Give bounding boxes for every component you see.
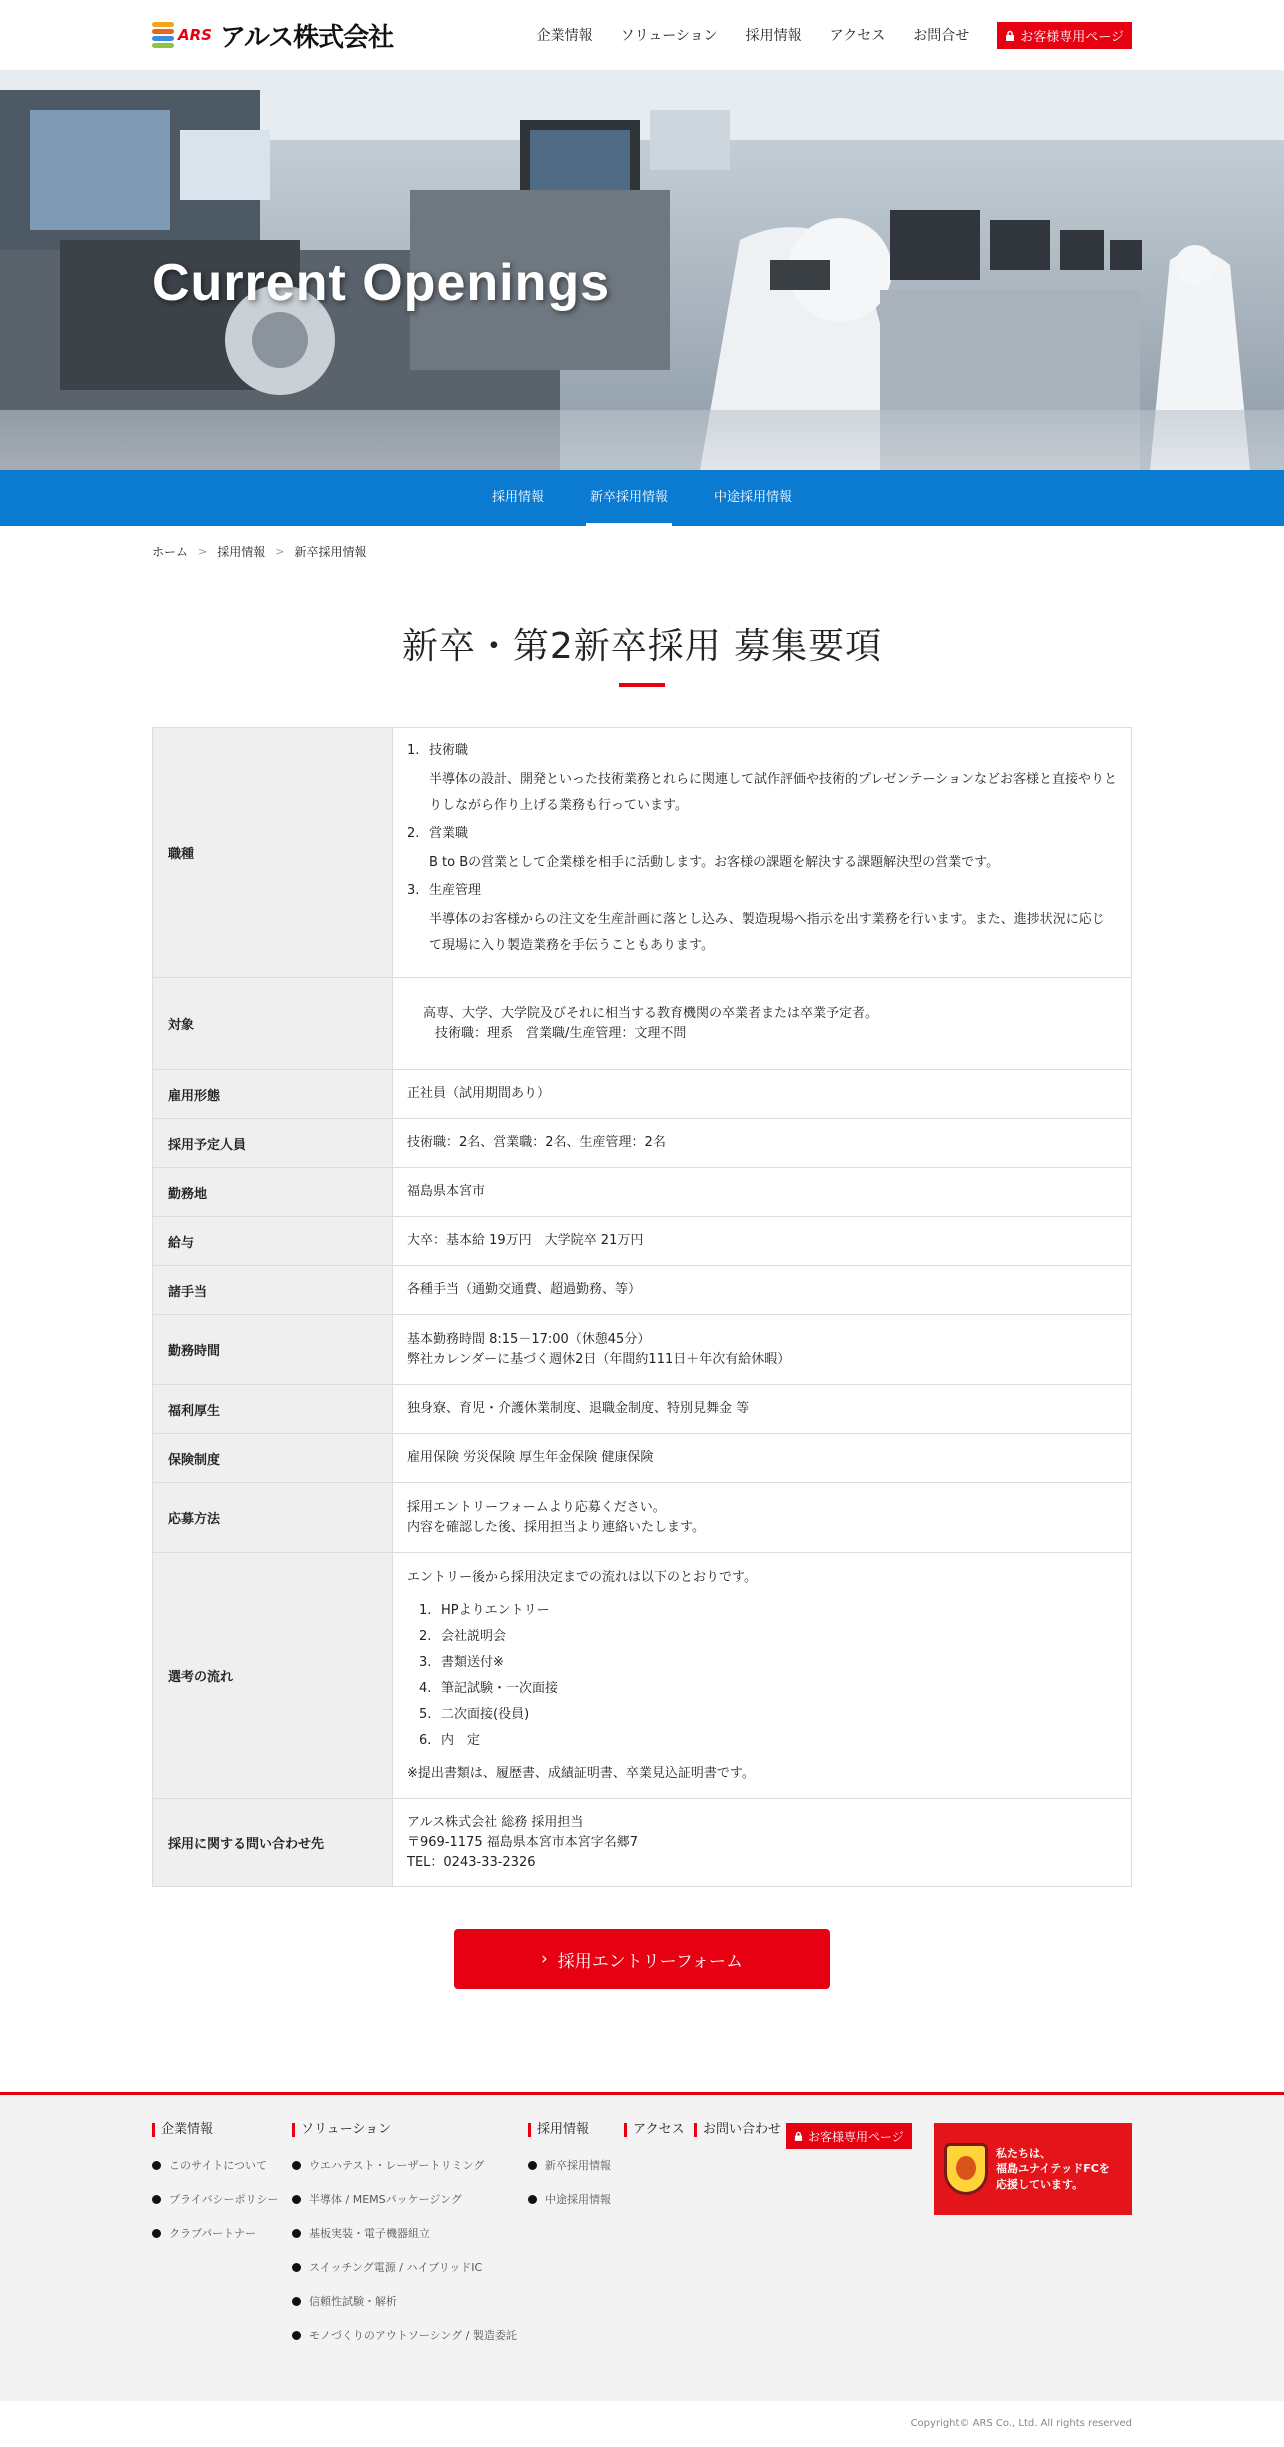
footer-member-col — [786, 2123, 912, 2361]
list-item — [419, 1676, 1117, 1702]
footer-link[interactable] — [292, 2191, 528, 2207]
row-value: 技術職：2名、営業職：2名、生産管理：2名 — [393, 1119, 1132, 1168]
site-footer — [0, 2092, 1284, 2401]
chevron-right-icon: › — [540, 1949, 548, 1970]
row-label: 対象 — [153, 978, 393, 1070]
row-value: 独身寮、育児・介護休業制度、退職金制度、特別見舞金 等 — [393, 1385, 1132, 1434]
footer-link[interactable] — [152, 2157, 292, 2173]
row-label: 採用に関する問い合わせ先 — [153, 1799, 393, 1887]
breadcrumb-current: 新卒採用情報 — [294, 544, 367, 559]
page-title: 新卒・第2新卒採用 募集要項 — [401, 626, 883, 667]
requirements-table — [152, 727, 1132, 1887]
footer-link[interactable] — [292, 2225, 528, 2241]
list-item — [419, 1598, 1117, 1624]
entry-form-button[interactable] — [454, 1929, 830, 1989]
job-type-list — [407, 741, 1117, 959]
footer-member-button[interactable] — [786, 2123, 912, 2149]
contact-line-2: 〒969-1175 福島県本宮市本宮字名郷7 — [407, 1834, 638, 1850]
club-crest-icon — [944, 2143, 988, 2195]
table-row — [153, 1070, 1132, 1119]
apply-cell — [393, 1483, 1132, 1553]
row-value: 福島県本宮市 — [393, 1168, 1132, 1217]
list-number: 4. — [419, 1680, 432, 1696]
table-row — [153, 1553, 1132, 1799]
footer-link-label: ウエハテスト・レーザートリミング — [309, 2159, 485, 2173]
step-text: 書類送付※ — [441, 1654, 504, 1670]
subnav-new-graduate[interactable]: 新卒採用情報 — [586, 470, 672, 526]
row-label: 選考の流れ — [153, 1553, 393, 1799]
footer-contact-link[interactable]: お問い合わせ — [694, 2123, 786, 2137]
contact-cell — [393, 1799, 1132, 1887]
hours-line-2: 弊社カレンダーに基づく週休2日（年間約111日＋年次有給休暇） — [407, 1351, 791, 1367]
footer-recruit-title[interactable]: 採用情報 — [528, 2123, 624, 2137]
nav-solution[interactable]: ソリューション — [620, 28, 718, 44]
footer-link[interactable] — [292, 2157, 528, 2173]
footer-link[interactable] — [528, 2191, 624, 2207]
footer-solution-col — [292, 2123, 528, 2361]
fc-banner-line-1: 私たちは、 — [996, 2146, 1051, 2160]
bullet-icon — [292, 2263, 301, 2272]
job-title: 生産管理 — [429, 883, 482, 899]
lock-icon — [1005, 30, 1015, 41]
nav-company[interactable]: 企業情報 — [536, 28, 593, 44]
footer-access-col — [624, 2123, 694, 2361]
job-type-cell — [393, 728, 1132, 978]
bullet-icon — [152, 2161, 161, 2170]
logo-name: アルス株式会社 — [219, 22, 394, 53]
nav-recruit[interactable]: 採用情報 — [745, 28, 802, 44]
step-text: 二次面接(役員) — [441, 1706, 530, 1722]
job-desc: B to Bの営業として企業様を相手に活動します。お客様の課題を解決する課題解決型の営業です。 — [429, 855, 1000, 871]
footer-link-label: 基板実装・電子機器組立 — [309, 2227, 430, 2241]
footer-link-label: クラブパートナー — [169, 2227, 257, 2241]
job-desc: 半導体のお客様からの注文を生産計画に落とし込み、製造現場へ指示を出す業務を行います。また、進捗状況に応じて現場に入り製造業務を手伝うこともあります。 — [429, 912, 1105, 954]
table-row — [153, 1217, 1132, 1266]
table-row — [153, 1315, 1132, 1385]
bullet-icon — [528, 2161, 537, 2170]
footer-member-label: お客様専用ページ — [808, 2129, 904, 2144]
table-row — [153, 1483, 1132, 1553]
footer-link[interactable] — [292, 2293, 528, 2309]
list-item — [419, 1702, 1117, 1728]
contact-line-3: TEL：0243-33-2326 — [407, 1854, 536, 1870]
target-cell — [393, 978, 1132, 1070]
footer-link-label: このサイトについて — [169, 2159, 268, 2173]
hours-cell — [393, 1315, 1132, 1385]
list-item — [419, 1650, 1117, 1676]
list-item — [407, 881, 1117, 959]
subnav-recruit-top[interactable]: 採用情報 — [491, 490, 544, 505]
bullet-icon — [292, 2195, 301, 2204]
footer-contact-col — [694, 2123, 786, 2361]
breadcrumb-home[interactable]: ホーム — [152, 544, 189, 559]
bullet-icon — [292, 2297, 301, 2306]
apply-line-1: 採用エントリーフォームより応募ください。 — [407, 1499, 666, 1515]
breadcrumb — [152, 526, 1132, 566]
bullet-icon — [152, 2229, 161, 2238]
logo-mark-text: ARS — [178, 26, 212, 44]
recruit-subnav — [0, 470, 1284, 526]
job-title: 技術職 — [429, 743, 469, 758]
list-item — [419, 1728, 1117, 1754]
footer-link-label: 新卒採用情報 — [545, 2159, 611, 2173]
list-number: 3. — [419, 1654, 432, 1670]
fc-banner-line-3: 応援しています。 — [996, 2178, 1084, 2192]
member-page-label: お客様専用ページ — [1020, 29, 1124, 45]
lock-icon — [794, 2131, 803, 2141]
nav-contact[interactable]: お問合せ — [913, 28, 970, 44]
bullet-icon — [292, 2331, 301, 2340]
footer-recruit-col — [528, 2123, 624, 2361]
list-number: 5. — [419, 1706, 432, 1722]
chevron-right-icon: > — [198, 544, 208, 558]
row-value: 各種手当（通勤交通費、超過勤務、等） — [393, 1266, 1132, 1315]
job-title: 営業職 — [429, 826, 469, 842]
selection-note: ※提出書類は、履歴書、成績証明書、卒業見込証明書です。 — [407, 1765, 755, 1781]
target-line-1: 高専、大学、大学院及びそれに相当する教育機関の卒業者または卒業予定者。 — [423, 1005, 879, 1021]
table-row — [153, 1385, 1132, 1434]
step-text: 会社説明会 — [441, 1628, 507, 1644]
footer-link[interactable] — [292, 2327, 528, 2343]
row-value: 雇用保険 労災保険 厚生年金保険 健康保険 — [393, 1434, 1132, 1483]
hero-banner — [0, 70, 1284, 470]
row-label: 勤務時間 — [153, 1315, 393, 1385]
member-page-button[interactable] — [997, 22, 1132, 49]
bullet-icon — [292, 2161, 301, 2170]
footer-link[interactable] — [528, 2157, 624, 2173]
bullet-icon — [292, 2229, 301, 2238]
footer-access-link[interactable]: アクセス — [624, 2123, 694, 2137]
footer-link-label: 半導体 / MEMSパッケージング — [309, 2193, 462, 2207]
list-number: 1. — [419, 1602, 432, 1618]
footer-link-label: 信頼性試験・解析 — [309, 2295, 397, 2309]
list-number: 6. — [419, 1732, 432, 1748]
row-label: 給与 — [153, 1217, 393, 1266]
fc-banner-line-2: 福島ユナイテッドFCを — [996, 2162, 1110, 2176]
table-row — [153, 1266, 1132, 1315]
site-header — [0, 0, 1284, 70]
selection-intro: エントリー後から採用決定までの流れは以下のとおりです。 — [407, 1569, 757, 1585]
title-underline — [619, 683, 665, 687]
fc-support-banner[interactable] — [934, 2123, 1132, 2215]
row-label: 職種 — [153, 728, 393, 978]
subnav-mid-career[interactable]: 中途採用情報 — [714, 490, 793, 505]
list-item — [407, 824, 1117, 876]
contact-line-1: アルス株式会社 総務 採用担当 — [407, 1814, 584, 1830]
list-item — [407, 741, 1117, 819]
footer-link-label: モノづくりのアウトソーシング / 製造委託 — [309, 2329, 517, 2343]
table-row — [153, 728, 1132, 978]
footer-link[interactable] — [152, 2191, 292, 2207]
fc-banner-text — [996, 2146, 1110, 2194]
global-nav — [537, 22, 1132, 49]
row-label: 保険制度 — [153, 1434, 393, 1483]
footer-link-label: 中途採用情報 — [545, 2193, 611, 2207]
table-row — [153, 1434, 1132, 1483]
list-number: 2. — [419, 1628, 432, 1644]
footer-company-title[interactable]: 企業情報 — [152, 2123, 292, 2137]
row-value: 正社員（試用期間あり） — [393, 1070, 1132, 1119]
selection-steps — [419, 1598, 1117, 1754]
bullet-icon — [528, 2195, 537, 2204]
row-label: 福利厚生 — [153, 1385, 393, 1434]
row-label: 勤務地 — [153, 1168, 393, 1217]
row-label: 諸手当 — [153, 1266, 393, 1315]
footer-company-col — [152, 2123, 292, 2361]
row-value: 大卒：基本給 19万円 大学院卒 21万円 — [393, 1217, 1132, 1266]
footer-solution-title[interactable]: ソリューション — [292, 2123, 528, 2137]
selection-cell — [393, 1553, 1132, 1799]
table-row — [153, 1119, 1132, 1168]
list-item — [419, 1624, 1117, 1650]
logo-emblem-icon — [152, 20, 174, 50]
site-logo[interactable] — [152, 17, 393, 54]
bullet-icon — [152, 2195, 161, 2204]
copyright-text: Copyright© ARS Co., Ltd. All rights reserved — [910, 2418, 1132, 2430]
step-text: HPよりエントリー — [441, 1602, 550, 1618]
row-label: 応募方法 — [153, 1483, 393, 1553]
list-number: 1. — [407, 743, 420, 758]
list-number: 2. — [407, 826, 420, 842]
target-line-2: 技術職：理系 営業職/生産管理：文理不問 — [435, 1025, 687, 1041]
nav-access[interactable]: アクセス — [829, 28, 886, 44]
footer-link[interactable] — [292, 2259, 528, 2275]
hours-line-1: 基本勤務時間 8:15－17:00（休憩45分） — [407, 1331, 651, 1347]
copyright-bar — [0, 2401, 1284, 2447]
entry-form-label: 採用エントリーフォーム — [557, 1951, 744, 1972]
hero-title: Current Openings — [152, 254, 611, 312]
row-label: 雇用形態 — [153, 1070, 393, 1119]
chevron-right-icon: > — [275, 544, 285, 558]
apply-line-2: 内容を確認した後、採用担当より連絡いたします。 — [407, 1519, 705, 1535]
footer-link-label: スイッチング電源 / ハイブリッドIC — [309, 2261, 483, 2275]
step-text: 筆記試験・一次面接 — [441, 1680, 559, 1696]
breadcrumb-recruit[interactable]: 採用情報 — [217, 544, 266, 559]
table-row — [153, 978, 1132, 1070]
job-desc: 半導体の設計、開発といった技術業務とれらに関連して試作評価や技術的プレゼンテーションなどお客様と直接やりとりしながら作り上げる業務も行っています。 — [429, 772, 1117, 814]
table-row — [153, 1168, 1132, 1217]
list-number: 3. — [407, 883, 420, 899]
footer-link[interactable] — [152, 2225, 292, 2241]
table-row — [153, 1799, 1132, 1887]
footer-link-label: プライバシーポリシー — [169, 2193, 279, 2207]
row-label: 採用予定人員 — [153, 1119, 393, 1168]
step-text: 内 定 — [441, 1732, 481, 1748]
